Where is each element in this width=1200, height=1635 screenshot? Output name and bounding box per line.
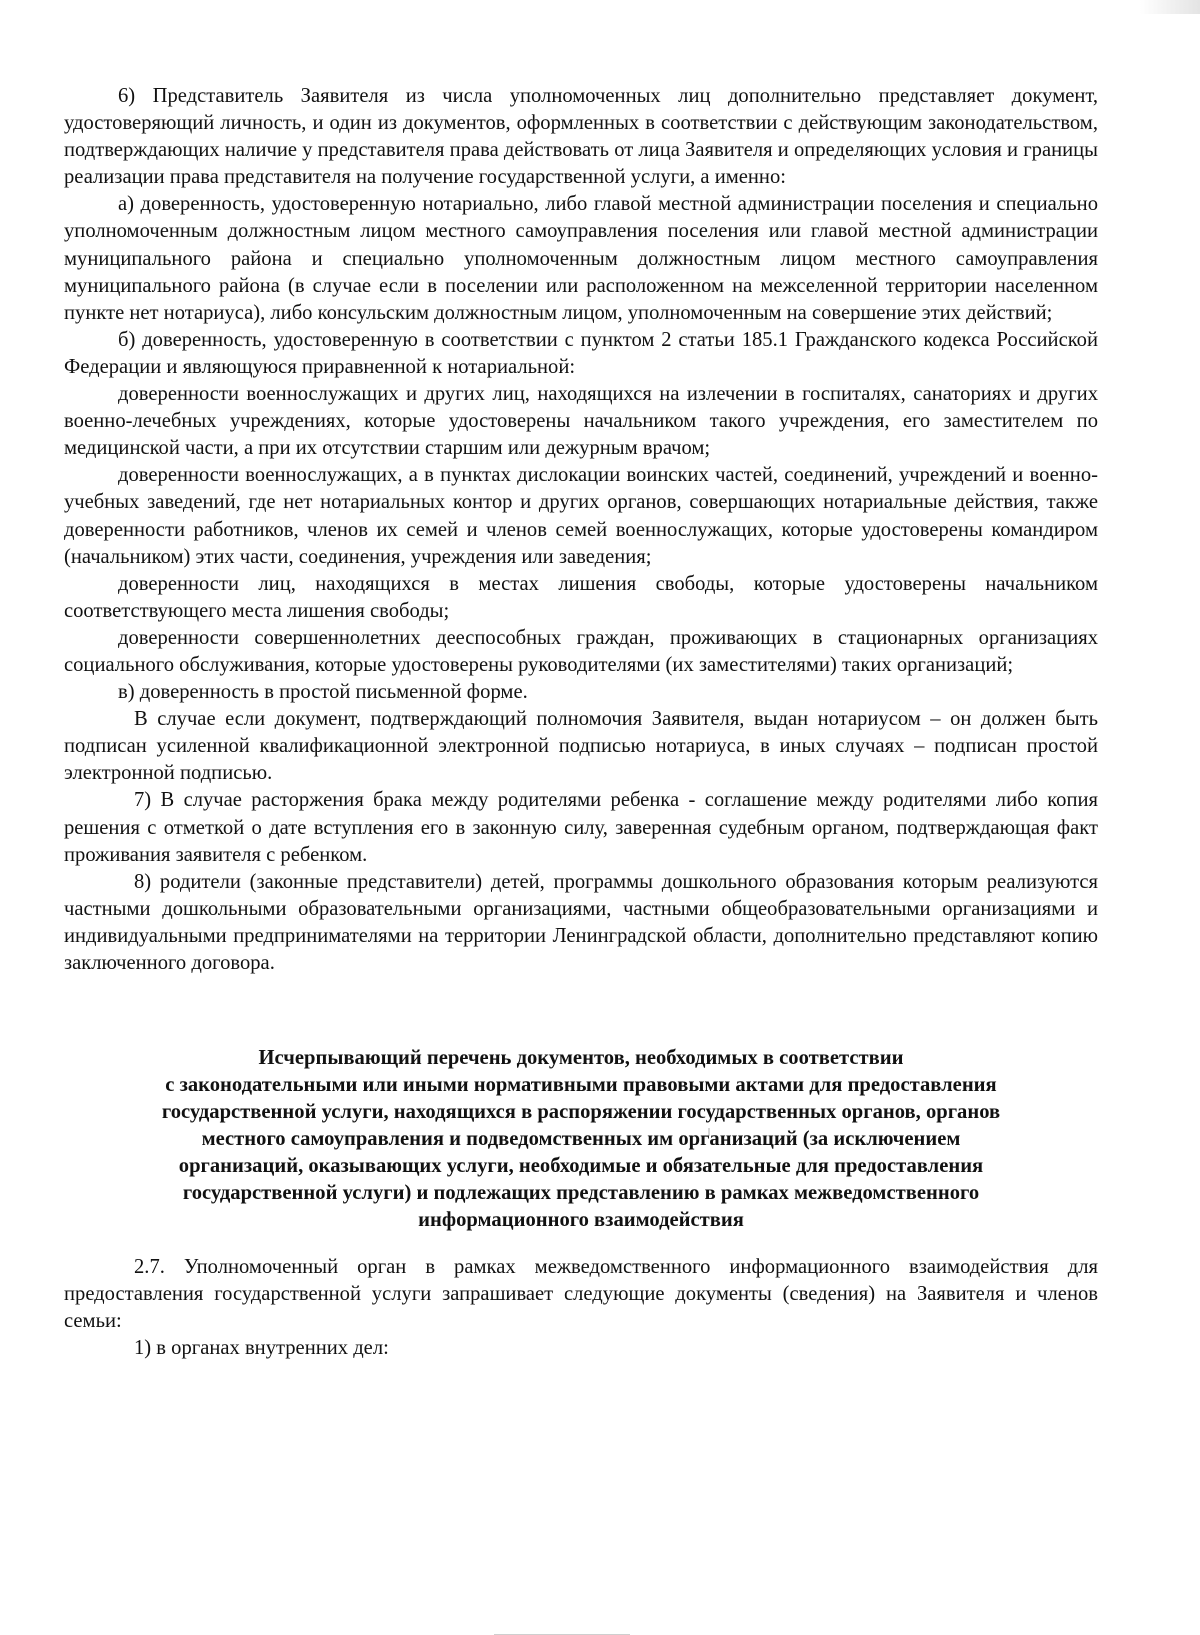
section-heading-line: Исчерпывающий перечень документов, необходимых в соответствии	[258, 1047, 904, 1070]
section-spacer	[64, 1234, 1098, 1254]
paragraph-item-6: 6) Представитель Заявителя из числа уполномоченных лиц дополнительно представляет документ, удостоверяющий личность, и один из документов, оформленных в соответствии с действующим законодательством, подтверждающих наличие у представителя права действовать от лица Заявителя и определяющих условия и границы реализации права представителя на получение государственной услуги, а именно:	[64, 85, 1098, 189]
section-spacer	[64, 977, 1098, 1045]
paragraph-item-6v: в) доверенность в простой письменной форме.	[118, 681, 528, 704]
section-heading-line: государственной услуги) и подлежащих представлению в рамках межведомственного	[182, 1182, 980, 1205]
paragraph-military-units: доверенности военнослужащих, а в пунктах дислокации воинских частей, соединений, учреждений и военно-учебных заведений, где нет нотариальных контор и других органов, совершающих нотариальные действия, также доверенности работников, членов их семей и членов семей военнослужащих, которые удостоверены командиром (начальником) этих части, соединения, учреждения или заведения;	[64, 464, 1098, 568]
paragraph-item-8: 8) родители (законные представители) детей, программы дошкольного образования которым реализуются частными дошкольными образовательными организациями, частными общеобразовательными организациями и индивидуальными предпринимателями на территории Ленинградской области, дополнительно представляют копию заключенного договора.	[64, 870, 1098, 974]
document-body	[64, 83, 1098, 1362]
paragraph-item-7: 7) В случае расторжения брака между родителями ребенка - соглашение между родителями либо копия решения с отметкой о дате вступления его в законную силу, заверенная судебным органом, подтверждающая факт проживания заявителя с ребенком.	[64, 789, 1098, 866]
section-heading-line: государственной услуги, находящихся в распоряжении государственных органов, органов	[161, 1101, 1001, 1124]
section-heading-line: местного самоуправления и подведомственных им организаций (за исключением	[201, 1128, 961, 1151]
paragraph-2-7: 2.7. Уполномоченный орган в рамках межведомственного информационного взаимодействия для предоставления государственной услуги запрашивает следующие документы (сведения) на Заявителя и членов семьи:	[64, 1256, 1098, 1333]
paragraph-detention: доверенности лиц, находящихся в местах лишения свободы, которые удостоверены начальником соответствующего места лишения свободы;	[64, 572, 1098, 622]
paragraph-2-7-item-1: 1) в органах внутренних дел:	[134, 1337, 389, 1360]
scan-artifact	[1140, 0, 1200, 14]
section-heading-line: информационного взаимодействия	[418, 1209, 744, 1232]
paragraph-item-6a: а) доверенность, удостоверенную нотариально, либо главой местной администрации поселения и специально уполномоченным должностным лицом местного самоуправления поселения или главой местной администрации муниципального района и специально уполномоченным должностным лицом местного самоуправления муниципального района (в случае если в поселении или расположенном на межселенной территории населенном пункте нет нотариуса), либо консульским должностным лицом, уполномоченным на совершение этих действий;	[64, 193, 1098, 324]
section-heading	[64, 1045, 1098, 1234]
paragraph-notary-signature: В случае если документ, подтверждающий полномочия Заявителя, выдан нотариусом – он должен быть подписан усиленной квалификационной электронной подписью нотариуса, в иных случаях – подписан простой электронной подписью.	[64, 708, 1098, 785]
section-heading-line: организаций, оказывающих услуги, необходимые и обязательные для предоставления	[178, 1155, 984, 1178]
paragraph-military-hospital: доверенности военнослужащих и других лиц, находящихся на излечении в госпиталях, санаториях и других военно-лечебных учреждениях, которые удостоверены начальником такого учреждения, его заместителем по медицинской части, а при их отсутствии старшим или дежурным врачом;	[64, 383, 1098, 460]
paragraph-item-6b: б) доверенность, удостоверенную в соответствии с пунктом 2 статьи 185.1 Гражданского кодекса Российской Федерации и являющуюся приравненной к нотариальной:	[64, 328, 1098, 378]
paragraph-social-care: доверенности совершеннолетних дееспособных граждан, проживающих в стационарных организациях социального обслуживания, которые удостоверены руководителями (их заместителями) таких организаций;	[64, 626, 1098, 676]
section-heading-line: с законодательными или иными нормативными правовыми актами для предоставления	[165, 1074, 997, 1097]
